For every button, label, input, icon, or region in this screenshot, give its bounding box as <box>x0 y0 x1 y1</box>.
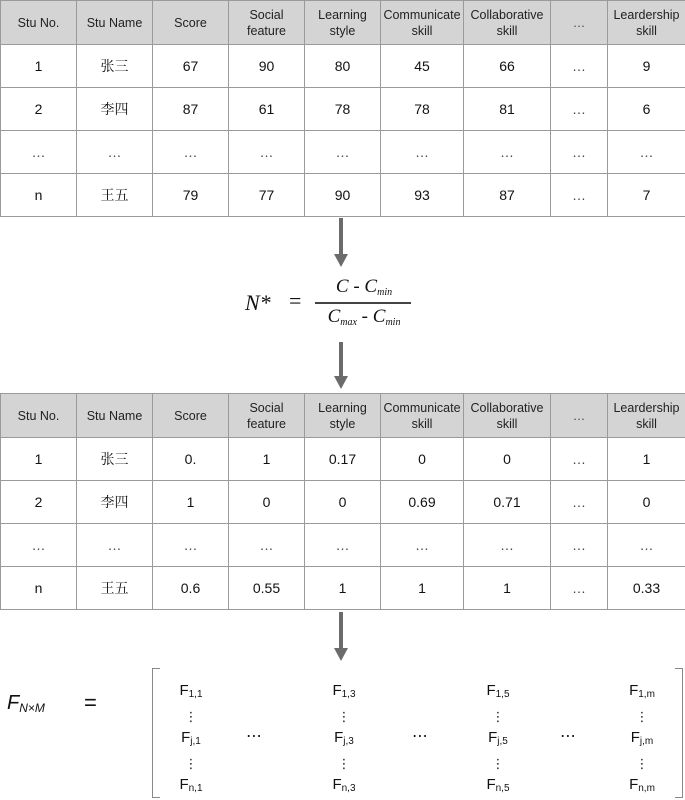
table-cell: … <box>551 438 608 481</box>
matrix-name: $F_{N\times M}$ <box>7 692 45 715</box>
table-cell: 0 <box>229 481 305 524</box>
table-cell: 90 <box>305 174 381 217</box>
table-cell: 87 <box>153 88 229 131</box>
table-cell: 77 <box>229 174 305 217</box>
table-cell: … <box>551 88 608 131</box>
down-arrow-icon <box>334 612 348 662</box>
table-cell: … <box>551 481 608 524</box>
table-cell: … <box>464 524 551 567</box>
col-header: Collaborative skill <box>464 394 551 438</box>
table-row <box>1 481 685 524</box>
col-header: Learning style <box>305 394 381 438</box>
table-cell: 80 <box>305 45 381 88</box>
table-cell: … <box>77 524 153 567</box>
down-arrow-icon <box>334 218 348 268</box>
table-cell: 1 <box>1 45 77 88</box>
table-cell: 0 <box>305 481 381 524</box>
table-cell: 0.69 <box>381 481 464 524</box>
col-header: Communicate skill <box>381 394 464 438</box>
matrix-hdots: ⋯ <box>560 726 577 746</box>
table-cell: … <box>608 131 685 174</box>
down-arrow-icon <box>334 342 348 390</box>
table-header-row <box>1 1 685 45</box>
col-header: Learning style <box>305 1 381 45</box>
table-cell: … <box>153 524 229 567</box>
table-row <box>1 174 685 217</box>
matrix-column: $F_{1,m}$ ⋮ $F_{j,m}$ ⋮ $F_{n,m}$ <box>612 680 672 800</box>
table-cell: 1 <box>381 567 464 610</box>
table-cell: … <box>381 131 464 174</box>
matrix-hdots: ⋯ <box>246 726 263 746</box>
matrix-equals: = <box>84 690 97 716</box>
formula-denominator: $C_{max} - C_{min}$ <box>315 306 413 328</box>
table-cell: … <box>551 131 608 174</box>
matrix-column: $F_{1,3}$ ⋮ $F_{j,3}$ ⋮ $F_{n,3}$ <box>314 680 374 800</box>
formula-numerator: C - $C_{min}$ <box>315 276 413 298</box>
table-cell: 0.6 <box>153 567 229 610</box>
col-header: Leardership skill <box>608 394 685 438</box>
table-cell: 6 <box>608 88 685 131</box>
table-cell: 87 <box>464 174 551 217</box>
table-cell: 0 <box>608 481 685 524</box>
col-header: Leardership skill <box>608 1 685 45</box>
table-cell: 0. <box>153 438 229 481</box>
table-cell: 王五 <box>77 174 153 217</box>
table-row <box>1 131 685 174</box>
table-row <box>1 567 685 610</box>
table-cell: … <box>229 131 305 174</box>
table-cell: 1 <box>1 438 77 481</box>
table-row <box>1 524 685 567</box>
table-cell: 2 <box>1 88 77 131</box>
table-cell: … <box>77 131 153 174</box>
table-cell: 1 <box>608 438 685 481</box>
table-cell: … <box>551 567 608 610</box>
table-cell: 王五 <box>77 567 153 610</box>
table-cell: 1 <box>464 567 551 610</box>
col-header: … <box>551 1 608 45</box>
table-header-row <box>1 394 685 438</box>
formula-lhs: N* <box>245 290 271 316</box>
table-cell: n <box>1 174 77 217</box>
table-cell: 81 <box>464 88 551 131</box>
table-cell: … <box>305 524 381 567</box>
raw-student-table <box>0 0 685 217</box>
table-cell: 78 <box>381 88 464 131</box>
col-header: … <box>551 394 608 438</box>
table-cell: 66 <box>464 45 551 88</box>
table-cell: … <box>551 174 608 217</box>
table-cell: 0.71 <box>464 481 551 524</box>
table-cell: … <box>229 524 305 567</box>
table-cell: 2 <box>1 481 77 524</box>
table-cell: 9 <box>608 45 685 88</box>
table-cell: … <box>464 131 551 174</box>
table-cell: 李四 <box>77 481 153 524</box>
table-cell: … <box>608 524 685 567</box>
table-cell: … <box>551 524 608 567</box>
table-cell: 1 <box>305 567 381 610</box>
table-row <box>1 88 685 131</box>
col-header: Communicate skill <box>381 1 464 45</box>
table-cell: 张三 <box>77 438 153 481</box>
table-cell: 0.33 <box>608 567 685 610</box>
table-cell: 7 <box>608 174 685 217</box>
table-cell: 0.55 <box>229 567 305 610</box>
table-cell: … <box>1 524 77 567</box>
table-row <box>1 438 685 481</box>
col-header: Stu No. <box>1 1 77 45</box>
normalized-student-table <box>0 393 685 610</box>
table-cell: n <box>1 567 77 610</box>
table-cell: 0 <box>381 438 464 481</box>
col-header: Score <box>153 1 229 45</box>
table-cell: 78 <box>305 88 381 131</box>
col-header: Stu Name <box>77 1 153 45</box>
table-cell: 1 <box>153 481 229 524</box>
fraction-bar <box>315 302 411 304</box>
table-cell: … <box>153 131 229 174</box>
col-header: Score <box>153 394 229 438</box>
matrix-hdots: ⋯ <box>412 726 429 746</box>
table-cell: 0.17 <box>305 438 381 481</box>
table-cell: 67 <box>153 45 229 88</box>
matrix-column: $F_{1,1}$ ⋮ $F_{j,1}$ ⋮ $F_{n,1}$ <box>161 680 221 800</box>
table-row <box>1 45 685 88</box>
table-cell: … <box>1 131 77 174</box>
table-cell: 90 <box>229 45 305 88</box>
left-bracket <box>152 668 160 798</box>
table-cell: … <box>381 524 464 567</box>
formula-equals: = <box>289 288 301 314</box>
col-header: Social feature <box>229 394 305 438</box>
table-cell: … <box>305 131 381 174</box>
col-header: Stu Name <box>77 394 153 438</box>
matrix-column: $F_{1,5}$ ⋮ $F_{j,5}$ ⋮ $F_{n,5}$ <box>468 680 528 800</box>
table-cell: 79 <box>153 174 229 217</box>
table-cell: 45 <box>381 45 464 88</box>
right-bracket <box>675 668 683 798</box>
table-cell: … <box>551 45 608 88</box>
table-cell: 李四 <box>77 88 153 131</box>
table-cell: 张三 <box>77 45 153 88</box>
col-header: Collaborative skill <box>464 1 551 45</box>
table-cell: 93 <box>381 174 464 217</box>
col-header: Social feature <box>229 1 305 45</box>
table-cell: 0 <box>464 438 551 481</box>
table-cell: 1 <box>229 438 305 481</box>
col-header: Stu No. <box>1 394 77 438</box>
table-cell: 61 <box>229 88 305 131</box>
